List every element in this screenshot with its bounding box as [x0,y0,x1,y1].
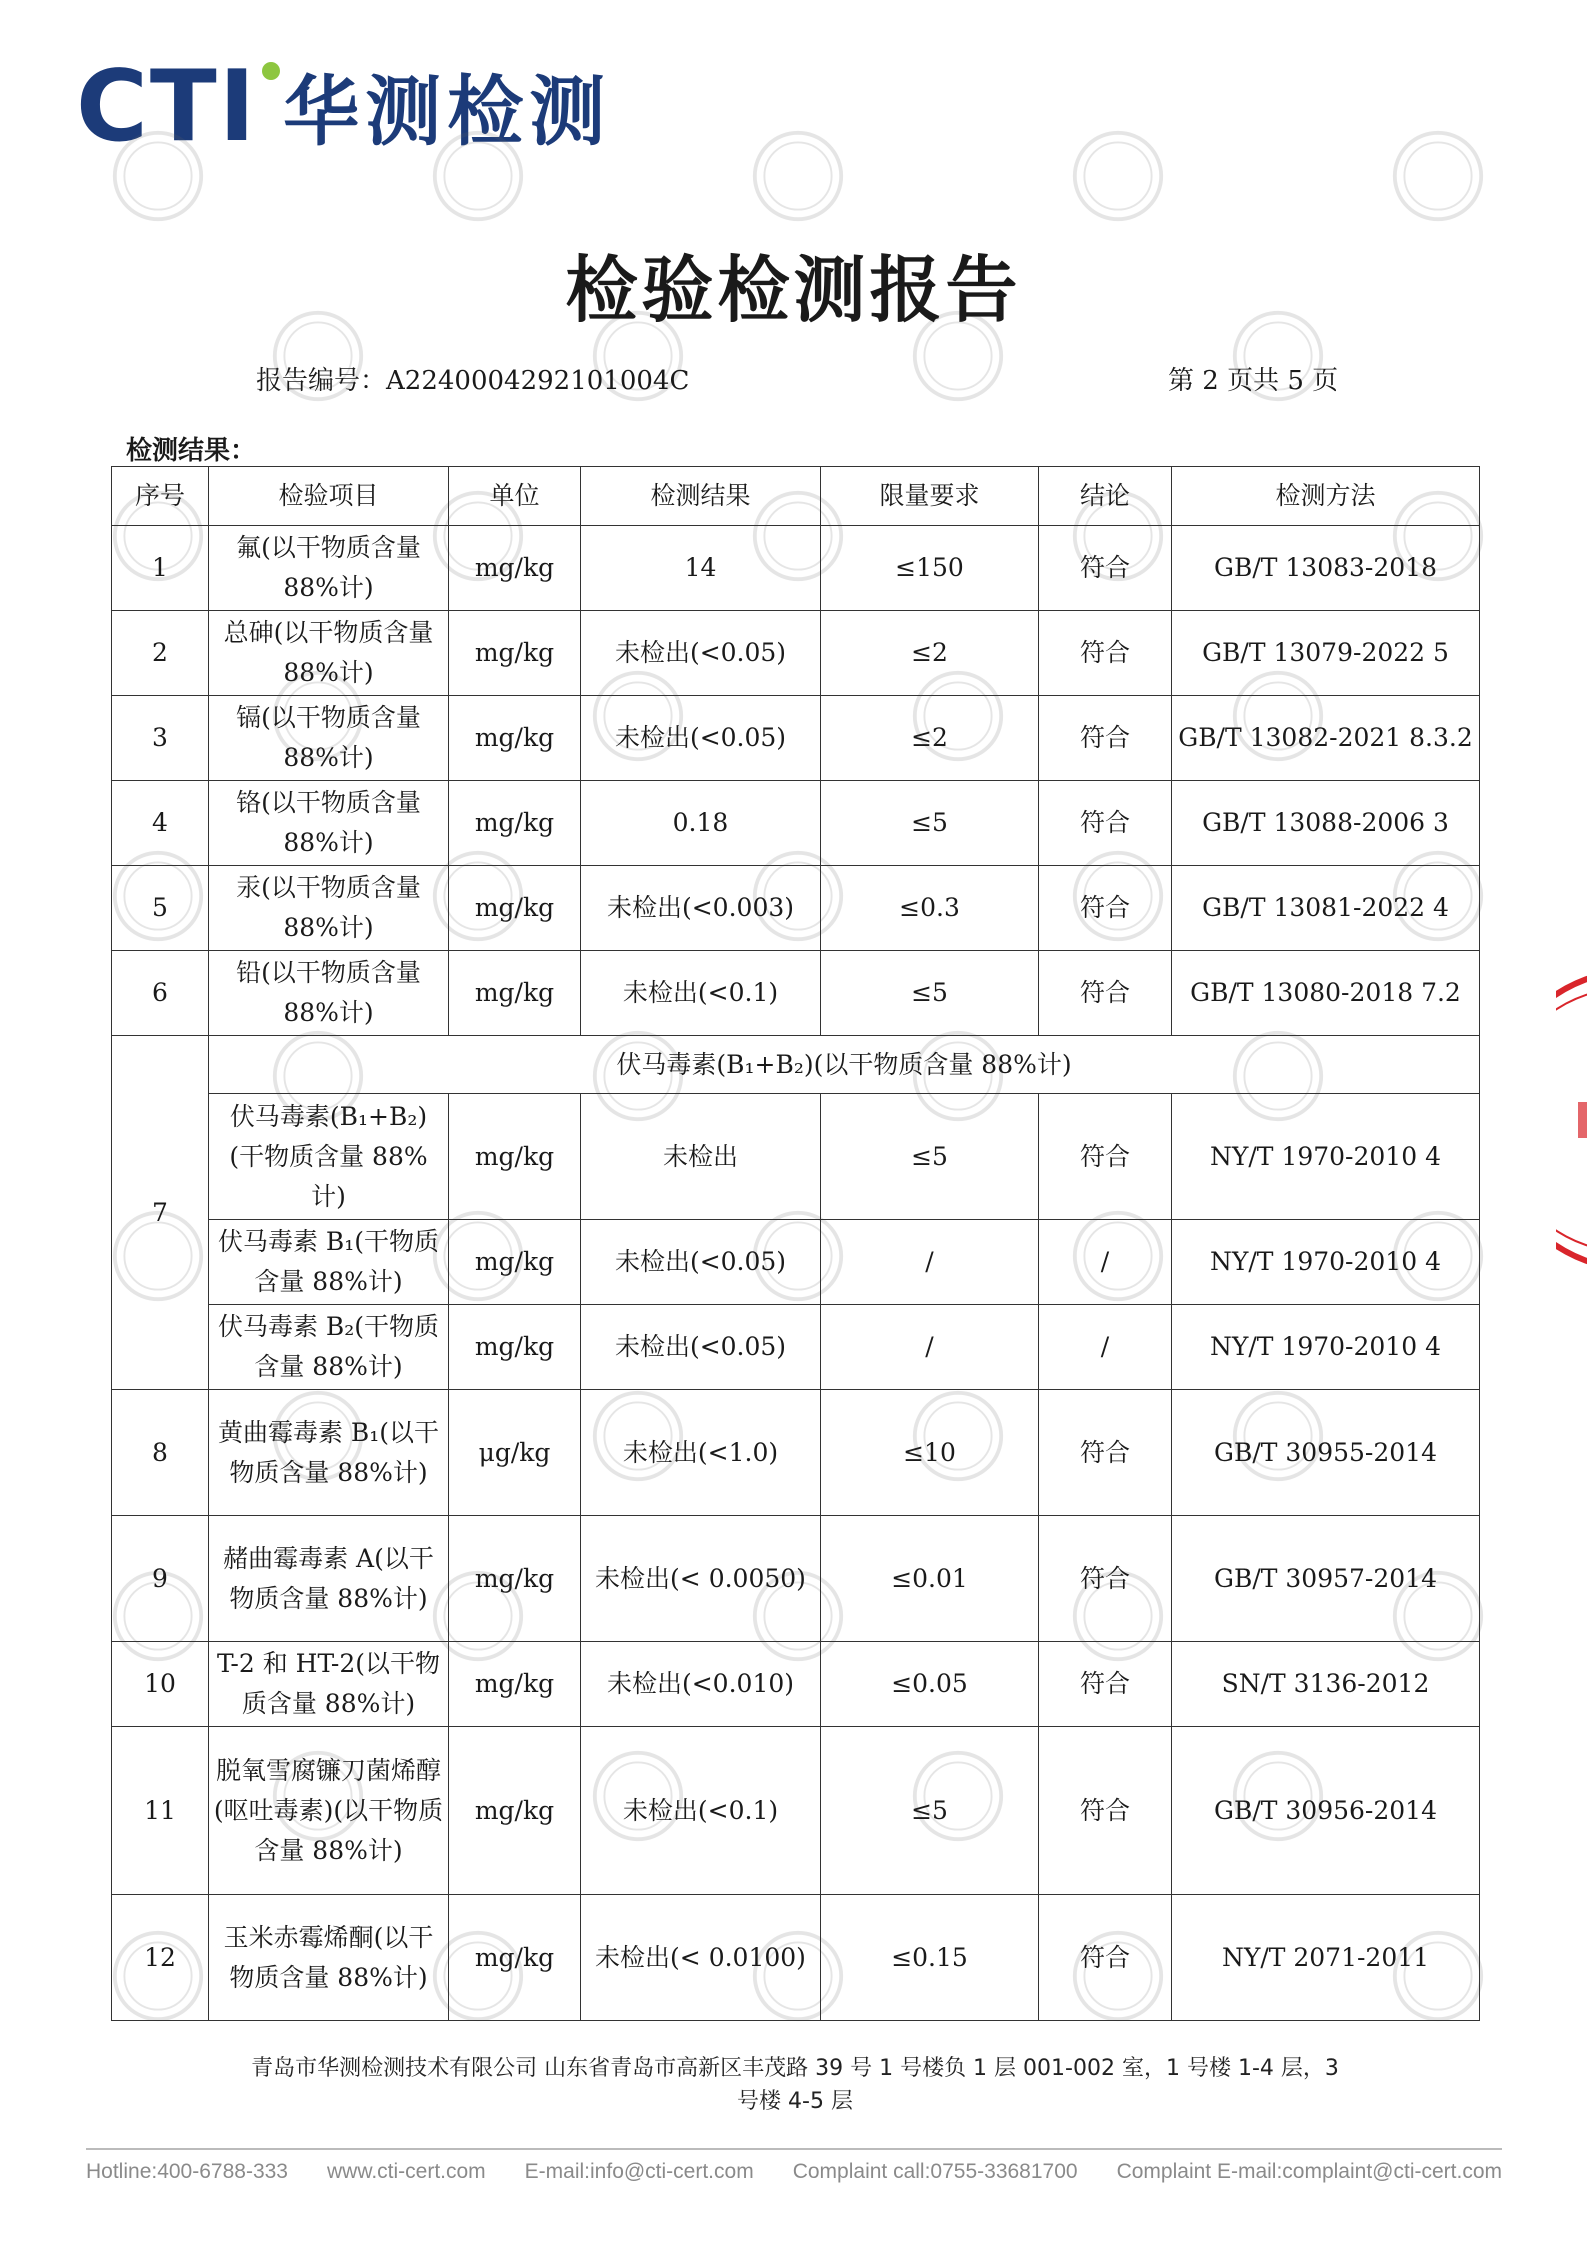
cell-no: 11 [112,1727,209,1895]
header-conclusion: 结论 [1039,467,1172,526]
cell-result: 未检出(<0.05) [581,696,821,781]
seal-stamp-icon [1556,970,1587,1270]
cell-limit: ≤0.15 [821,1895,1039,2021]
cell-method: GB/T 13088-2006 3 [1172,781,1480,866]
cell-limit: ≤5 [821,1727,1039,1895]
footer-address: 青岛市华测检测技术有限公司 山东省青岛市高新区丰茂路 39 号 1 号楼负 1 层 001-002 室，1 号楼 1-4 层，3 号楼 4-5 层 [251,2056,1339,2114]
cell-conclusion: 符合 [1039,1642,1172,1727]
cell-item: 伏马毒素 B₁(干物质含量 88%计) [209,1220,449,1305]
cell-limit: ≤0.01 [821,1516,1039,1642]
cell-no: 5 [112,866,209,951]
table-row [112,1895,1480,2021]
cell-limit: ≤0.05 [821,1642,1039,1727]
table-row [112,866,1480,951]
header-method: 检测方法 [1172,467,1480,526]
cell-method: GB/T 13079-2022 5 [1172,611,1480,696]
header-limit: 限量要求 [821,467,1039,526]
cell-no: 10 [112,1642,209,1727]
footer-contacts [86,2160,1502,2184]
cell-result: 未检出(<0.05) [581,1220,821,1305]
cell-method: GB/T 30956-2014 [1172,1727,1480,1895]
cell-item: 伏马毒素(B₁+B₂)(干物质含量 88%计) [209,1094,449,1220]
cell-method: NY/T 2071-2011 [1172,1895,1480,2021]
cell-method: GB/T 13081-2022 4 [1172,866,1480,951]
cell-result: 14 [581,526,821,611]
table-row [112,1516,1480,1642]
cell-limit: ≤5 [821,951,1039,1036]
footer-complaint-call: Complaint call:0755-33681700 [792,2160,1078,2183]
report-title: 检验检测报告 [565,247,1022,332]
cell-no: 9 [112,1516,209,1642]
cell-item: 赭曲霉毒素 A(以干物质含量 88%计) [209,1516,449,1642]
logo-cti-text: CTI [76,50,258,164]
cell-unit: mg/kg [449,1094,581,1220]
table-header-row [112,467,1480,526]
table-row [112,951,1480,1036]
cell-result: 未检出(<0.010) [581,1642,821,1727]
cell-result: 未检出(<1.0) [581,1390,821,1516]
cell-unit: μg/kg [449,1390,581,1516]
footer-complaint-email[interactable]: Complaint E-mail:complaint@cti-cert.com [1116,2160,1502,2183]
cell-unit: mg/kg [449,1727,581,1895]
footer-website[interactable]: www.cti-cert.com [326,2160,486,2183]
cell-unit: mg/kg [449,696,581,781]
cell-no: 8 [112,1390,209,1516]
cell-conclusion: 符合 [1039,696,1172,781]
cell-result: 未检出(<0.1) [581,951,821,1036]
cell-no: 7 [112,1036,209,1390]
cell-item: 玉米赤霉烯酮(以干物质含量 88%计) [209,1895,449,2021]
page-info: 第 2 页共 5 页 [1168,366,1339,396]
cell-method: GB/T 13080-2018 7.2 [1172,951,1480,1036]
cell-conclusion: 符合 [1039,781,1172,866]
cell-item: 铬(以干物质含量88%计) [209,781,449,866]
cell-limit: ≤150 [821,526,1039,611]
results-table [111,466,1480,2021]
header-item: 检验项目 [209,467,449,526]
cell-item: 铅(以干物质含量88%计) [209,951,449,1036]
footer-divider [86,2148,1502,2150]
logo-dot-icon [262,62,280,80]
cell-item: 伏马毒素 B₂(干物质含量 88%计) [209,1305,449,1390]
cell-unit: mg/kg [449,1895,581,2021]
header-result: 检测结果 [581,467,821,526]
cell-item: T-2 和 HT-2(以干物质含量 88%计) [209,1642,449,1727]
cell-item: 黄曲霉毒素 B₁(以干物质含量 88%计) [209,1390,449,1516]
footer-hotline: Hotline:400-6788-333 [86,2160,288,2183]
cell-item: 镉(以干物质含量88%计) [209,696,449,781]
cell-unit: mg/kg [449,611,581,696]
cell-unit: mg/kg [449,1516,581,1642]
cell-conclusion: 符合 [1039,611,1172,696]
cell-unit: mg/kg [449,781,581,866]
cell-result: 未检出(< 0.0050) [581,1516,821,1642]
cell-conclusion: 符合 [1039,526,1172,611]
cell-method: GB/T 30957-2014 [1172,1516,1480,1642]
report-number: 报告编号：A2240004292101004C [256,366,690,396]
cell-limit: ≤5 [821,1094,1039,1220]
cell-conclusion: 符合 [1039,866,1172,951]
cell-result: 0.18 [581,781,821,866]
cell-method: GB/T 13083-2018 [1172,526,1480,611]
cell-unit: mg/kg [449,1642,581,1727]
cell-result: 未检出(<0.05) [581,611,821,696]
cell-result: 未检出 [581,1094,821,1220]
table-row [112,696,1480,781]
cell-unit: mg/kg [449,526,581,611]
cell-unit: mg/kg [449,951,581,1036]
cell-unit: mg/kg [449,1305,581,1390]
cell-limit: ≤5 [821,781,1039,866]
cell-conclusion: 符合 [1039,1516,1172,1642]
cell-method: NY/T 1970-2010 4 [1172,1305,1480,1390]
watermark-icon [1390,128,1486,224]
cell-result: 未检出(<0.003) [581,866,821,951]
header-no: 序号 [112,467,209,526]
cell-item: 汞(以干物质含量88%计) [209,866,449,951]
cell-limit: ≤2 [821,696,1039,781]
cell-no: 3 [112,696,209,781]
cell-item: 总砷(以干物质含量 88%计) [209,611,449,696]
cell-limit: / [821,1220,1039,1305]
cell-conclusion: 符合 [1039,1895,1172,2021]
section-label: 检测结果： [126,436,257,466]
table-subrow [112,1094,1480,1220]
table-row [112,1642,1480,1727]
cell-conclusion: / [1039,1220,1172,1305]
logo-cn-text: 华测检测 [283,67,612,156]
watermark-icon [1070,128,1166,224]
cell-no: 6 [112,951,209,1036]
footer-email[interactable]: E-mail:info@cti-cert.com [524,2160,754,2183]
watermark-icon [750,128,846,224]
cell-conclusion: 符合 [1039,1727,1172,1895]
table-subrow [112,1220,1480,1305]
cell-method: NY/T 1970-2010 4 [1172,1094,1480,1220]
table-subrow [112,1305,1480,1390]
cell-limit: ≤2 [821,611,1039,696]
table-row-group [112,1036,1480,1094]
table-row [112,1390,1480,1516]
cell-unit: mg/kg [449,1220,581,1305]
cell-method: SN/T 3136-2012 [1172,1642,1480,1727]
cell-limit: ≤0.3 [821,866,1039,951]
cell-item: 脱氧雪腐镰刀菌烯醇(呕吐毒素)(以干物质含量 88%计) [209,1727,449,1895]
cell-limit: ≤10 [821,1390,1039,1516]
cell-unit: mg/kg [449,866,581,951]
cell-no: 1 [112,526,209,611]
cell-conclusion: 符合 [1039,1390,1172,1516]
cell-no: 12 [112,1895,209,2021]
cell-item: 氟(以干物质含量88%计) [209,526,449,611]
cell-method: GB/T 30955-2014 [1172,1390,1480,1516]
cell-no: 2 [112,611,209,696]
cell-conclusion: 符合 [1039,951,1172,1036]
cell-limit: / [821,1305,1039,1390]
cell-group-label: 伏马毒素(B₁+B₂)(以干物质含量 88%计) [209,1036,1480,1094]
cell-no: 4 [112,781,209,866]
header-unit: 单位 [449,467,581,526]
table-row [112,781,1480,866]
cell-result: 未检出(< 0.0100) [581,1895,821,2021]
cell-result: 未检出(<0.1) [581,1727,821,1895]
table-row [112,526,1480,611]
cell-method: GB/T 13082-2021 8.3.2 [1172,696,1480,781]
cell-conclusion: / [1039,1305,1172,1390]
cell-method: NY/T 1970-2010 4 [1172,1220,1480,1305]
cell-conclusion: 符合 [1039,1094,1172,1220]
cell-result: 未检出(<0.05) [581,1305,821,1390]
table-row [112,1727,1480,1895]
table-row [112,611,1480,696]
company-logo [76,50,612,164]
